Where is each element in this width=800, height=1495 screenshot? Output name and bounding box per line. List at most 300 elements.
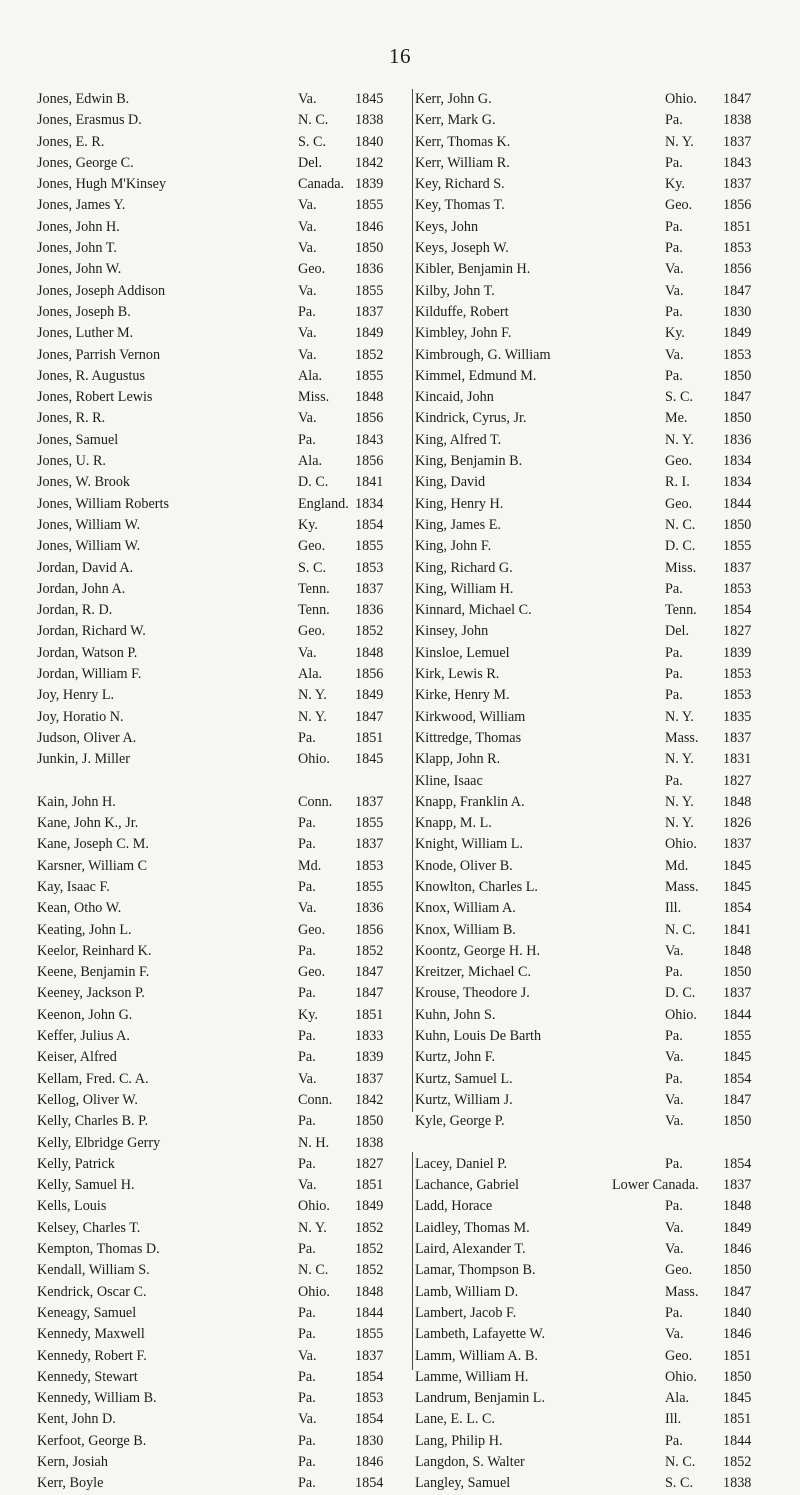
register-entry bbox=[415, 1005, 760, 1026]
entry-place: Pa. bbox=[298, 985, 316, 1002]
entry-name: Jones, Hugh M'Kinsey bbox=[37, 176, 167, 193]
register-entry bbox=[415, 920, 760, 941]
entry-name: Kelly, Elbridge Gerry bbox=[37, 1134, 161, 1151]
entry-year: 1844 bbox=[723, 1006, 752, 1023]
entry-year: 1855 bbox=[355, 538, 384, 555]
entry-year: 1854 bbox=[355, 1411, 384, 1428]
entry-place: Va. bbox=[665, 1326, 684, 1343]
entry-year: 1850 bbox=[723, 516, 752, 533]
entry-place: Ala. bbox=[298, 666, 323, 683]
entry-name: King, Alfred T. bbox=[415, 431, 502, 448]
entry-name: Kurtz, Samuel L. bbox=[415, 1070, 513, 1087]
entry-year: 1855 bbox=[355, 367, 384, 384]
entry-name: Kells, Louis bbox=[37, 1198, 107, 1215]
entry-name: Jones, R. R. bbox=[37, 410, 106, 427]
entry-place: Ala. bbox=[298, 367, 323, 384]
entry-year: 1844 bbox=[723, 495, 752, 512]
entry-name: Kincaid, John bbox=[415, 389, 494, 406]
entry-name: Kline, Isaac bbox=[415, 772, 483, 789]
entry-year: 1851 bbox=[355, 1006, 384, 1023]
entry-place: Pa. bbox=[665, 644, 683, 661]
entry-year: 1851 bbox=[723, 1411, 752, 1428]
entry-place: Mass. bbox=[665, 1283, 699, 1300]
entry-name: Kelly, Samuel H. bbox=[37, 1177, 135, 1194]
entry-year: 1837 bbox=[723, 133, 752, 150]
register-entry bbox=[37, 664, 409, 685]
register-entry bbox=[37, 579, 409, 600]
entry-year: 1853 bbox=[723, 666, 752, 683]
register-entry bbox=[37, 941, 409, 962]
column-divider bbox=[412, 89, 413, 1112]
entry-place: Va. bbox=[665, 942, 684, 959]
entry-place: Pa. bbox=[665, 367, 683, 384]
entry-name: Jones, Edwin B. bbox=[37, 91, 130, 107]
entry-place: Va. bbox=[298, 644, 317, 661]
entry-year: 1856 bbox=[355, 453, 384, 470]
entry-year: 1827 bbox=[723, 772, 752, 789]
register-entry bbox=[37, 408, 409, 429]
register-entry bbox=[37, 472, 409, 493]
entry-place: Va. bbox=[298, 1177, 317, 1194]
register-entry bbox=[37, 1090, 409, 1111]
entry-year: 1837 bbox=[355, 1070, 384, 1087]
entry-year: 1852 bbox=[355, 1241, 384, 1258]
entry-year: 1856 bbox=[723, 261, 752, 278]
entry-name: Junkin, J. Miller bbox=[37, 751, 131, 768]
entry-name: Kendrick, Oscar C. bbox=[37, 1283, 147, 1300]
page-number: 16 bbox=[389, 44, 411, 68]
entry-year: 1842 bbox=[355, 1091, 384, 1108]
entry-name: Kittredge, Thomas bbox=[415, 729, 522, 746]
entry-year: 1851 bbox=[723, 1347, 752, 1364]
register-entry bbox=[415, 430, 760, 451]
entry-name: Kreitzer, Michael C. bbox=[415, 964, 532, 981]
entry-name: Knight, William L. bbox=[415, 836, 523, 853]
entry-place: Ala. bbox=[665, 1390, 690, 1407]
register-entry bbox=[415, 515, 760, 536]
entry-name: Keneagy, Samuel bbox=[37, 1304, 137, 1321]
entry-year: 1837 bbox=[723, 985, 752, 1002]
register-entry bbox=[415, 472, 760, 493]
entry-name: King, Henry H. bbox=[415, 495, 504, 512]
entry-year: 1856 bbox=[355, 666, 384, 683]
register-entry bbox=[37, 621, 409, 642]
entry-year: 1848 bbox=[723, 793, 752, 810]
entry-year: 1837 bbox=[355, 793, 384, 810]
register-entry bbox=[415, 132, 760, 153]
entry-year: 1844 bbox=[723, 1432, 752, 1449]
register-entry bbox=[415, 1069, 760, 1090]
entry-place: Geo. bbox=[298, 964, 326, 981]
entry-name: Jordan, Watson P. bbox=[37, 644, 138, 661]
entry-place: Pa. bbox=[298, 1432, 316, 1449]
entry-name: Jones, George C. bbox=[37, 154, 134, 171]
register-entry bbox=[415, 664, 760, 685]
entry-place: Pa. bbox=[665, 687, 683, 704]
entry-year: 1838 bbox=[723, 1475, 752, 1492]
entry-name: Kimmel, Edmund M. bbox=[415, 367, 537, 384]
entry-year: 1854 bbox=[355, 1475, 384, 1492]
entry-place: Va. bbox=[665, 261, 684, 278]
entry-place: Pa. bbox=[665, 1432, 683, 1449]
register-entry bbox=[37, 174, 409, 195]
entry-year: 1848 bbox=[355, 1283, 384, 1300]
entry-place: Ky. bbox=[298, 1006, 318, 1023]
entry-name: Keffer, Julius A. bbox=[37, 1028, 130, 1045]
register-entry bbox=[37, 685, 409, 706]
entry-year: 1841 bbox=[723, 921, 752, 938]
entry-place: N. C. bbox=[665, 1454, 696, 1470]
entry-name: Kerfoot, George B. bbox=[37, 1432, 147, 1449]
entry-place: Geo. bbox=[665, 495, 693, 512]
entry-name: King, James E. bbox=[415, 516, 501, 533]
register-entry bbox=[37, 707, 409, 728]
entry-name: Kirkwood, William bbox=[415, 708, 526, 725]
entry-place: Ky. bbox=[665, 176, 685, 193]
register-entry bbox=[415, 792, 760, 813]
register-entry bbox=[415, 345, 760, 366]
entry-name: Lachance, Gabriel bbox=[415, 1177, 519, 1194]
entry-year: 1848 bbox=[355, 389, 384, 406]
register-entry bbox=[37, 1260, 409, 1281]
entry-year: 1847 bbox=[723, 1283, 752, 1300]
entry-place: Pa. bbox=[665, 1028, 683, 1045]
entry-place: Pa. bbox=[665, 218, 683, 235]
entry-year: 1855 bbox=[355, 282, 384, 299]
entry-place: Pa. bbox=[298, 1326, 316, 1343]
entry-place: Tenn. bbox=[298, 602, 330, 619]
entry-name: Lambert, Jacob F. bbox=[415, 1304, 517, 1321]
register-entry bbox=[37, 1154, 409, 1175]
entry-name: Keelor, Reinhard K. bbox=[37, 942, 152, 959]
entry-name: Jones, W. Brook bbox=[37, 474, 131, 491]
entry-year: 1854 bbox=[355, 516, 384, 533]
entry-name: Kinsloe, Lemuel bbox=[415, 644, 510, 661]
register-entry bbox=[415, 494, 760, 515]
entry-place: N. Y. bbox=[298, 708, 327, 725]
register-entry bbox=[37, 792, 409, 813]
entry-place: Ohio. bbox=[665, 1006, 697, 1023]
register-entry bbox=[415, 685, 760, 706]
register-entry bbox=[37, 983, 409, 1004]
entry-place: S. C. bbox=[665, 1475, 693, 1492]
entry-place: Pa. bbox=[665, 154, 683, 171]
entry-place: Pa. bbox=[665, 303, 683, 320]
entry-year: 1833 bbox=[355, 1028, 384, 1045]
register-entry bbox=[37, 302, 409, 323]
entry-year: 1845 bbox=[355, 91, 384, 107]
register-entry bbox=[415, 728, 760, 749]
register-entry bbox=[37, 1196, 409, 1217]
entry-name: Jones, Luther M. bbox=[37, 325, 134, 342]
register-entry bbox=[415, 834, 760, 855]
entry-name: Kurtz, William J. bbox=[415, 1091, 513, 1108]
entry-place: Pa. bbox=[298, 1304, 316, 1321]
entry-name: Langdon, S. Walter bbox=[415, 1454, 525, 1470]
register-entry bbox=[37, 728, 409, 749]
register-entry bbox=[415, 771, 760, 792]
entry-place: Pa. bbox=[298, 1390, 316, 1407]
register-entry bbox=[415, 898, 760, 919]
entry-place: Ohio. bbox=[298, 751, 330, 768]
entry-name: Jordan, Richard W. bbox=[37, 623, 146, 640]
register-entry bbox=[37, 494, 409, 515]
entry-place: Pa. bbox=[298, 1028, 316, 1045]
entry-name: Landrum, Benjamin L. bbox=[415, 1390, 546, 1407]
register-entry bbox=[37, 600, 409, 621]
entry-year: 1850 bbox=[723, 964, 752, 981]
entry-year: 1849 bbox=[355, 325, 384, 342]
entry-name: Knox, William A. bbox=[415, 900, 516, 917]
entry-year: 1848 bbox=[355, 644, 384, 661]
register-entry bbox=[37, 451, 409, 472]
register-entry bbox=[415, 1047, 760, 1068]
entry-year: 1856 bbox=[723, 197, 752, 214]
entry-year: 1850 bbox=[355, 1113, 384, 1130]
entry-year: 1850 bbox=[355, 240, 384, 257]
entry-place: Va. bbox=[665, 1091, 684, 1108]
right-column bbox=[415, 89, 760, 1495]
entry-name: Keys, Joseph W. bbox=[415, 240, 509, 257]
entry-year: 1848 bbox=[723, 942, 752, 959]
register-entry bbox=[37, 430, 409, 451]
entry-year: 1827 bbox=[355, 1155, 384, 1172]
entry-name: Laidley, Thomas M. bbox=[415, 1219, 530, 1236]
entry-place: Lower Canada. bbox=[612, 1177, 699, 1194]
entry-name: Jones, Samuel bbox=[37, 431, 119, 448]
entry-name: Kerr, Mark G. bbox=[415, 112, 496, 129]
entry-place: Va. bbox=[298, 240, 317, 257]
entry-name: Kirk, Lewis R. bbox=[415, 666, 500, 683]
register-entry bbox=[415, 408, 760, 429]
register-entry bbox=[415, 89, 760, 110]
entry-year: 1853 bbox=[723, 687, 752, 704]
entry-name: Jones, Erasmus D. bbox=[37, 112, 142, 129]
entry-place: Pa. bbox=[665, 580, 683, 597]
entry-year: 1840 bbox=[355, 133, 384, 150]
entry-place: Geo. bbox=[298, 261, 326, 278]
entry-name: Knowlton, Charles L. bbox=[415, 878, 538, 895]
entry-year: 1855 bbox=[355, 197, 384, 214]
entry-year: 1849 bbox=[723, 325, 752, 342]
entry-place: N. Y. bbox=[665, 793, 694, 810]
entry-name: Jones, John T. bbox=[37, 240, 117, 257]
entry-year: 1839 bbox=[723, 644, 752, 661]
entry-year: 1836 bbox=[355, 900, 384, 917]
entry-year: 1846 bbox=[723, 1326, 752, 1343]
register-entry bbox=[415, 1175, 760, 1196]
entry-year: 1849 bbox=[355, 1198, 384, 1215]
register-entry bbox=[415, 1218, 760, 1239]
register-entry bbox=[37, 153, 409, 174]
entry-place: Md. bbox=[298, 857, 322, 874]
entry-year: 1853 bbox=[723, 580, 752, 597]
register-entry bbox=[415, 643, 760, 664]
entry-year: 1843 bbox=[355, 431, 384, 448]
register-entry bbox=[415, 536, 760, 557]
entry-year: 1839 bbox=[355, 176, 384, 193]
register-entry bbox=[37, 920, 409, 941]
register-entry bbox=[37, 1303, 409, 1324]
register-entry bbox=[37, 1346, 409, 1367]
register-entry bbox=[37, 89, 409, 110]
entry-year: 1855 bbox=[355, 1326, 384, 1343]
entry-place: Pa. bbox=[298, 1475, 316, 1492]
entry-name: Jordan, William F. bbox=[37, 666, 142, 683]
entry-place: N. C. bbox=[298, 1262, 329, 1279]
entry-year: 1855 bbox=[723, 1028, 752, 1045]
entry-name: Kimbrough, G. William bbox=[415, 346, 551, 363]
entry-place: Ill. bbox=[665, 1411, 682, 1428]
entry-name: Kilby, John T. bbox=[415, 282, 495, 299]
entry-place: Pa. bbox=[665, 1304, 683, 1321]
register-entry bbox=[37, 345, 409, 366]
register-entry bbox=[415, 1324, 760, 1345]
register-entry bbox=[415, 813, 760, 834]
register-entry bbox=[415, 217, 760, 238]
entry-place: Ky. bbox=[665, 325, 685, 342]
entry-name: Lamm, William A. B. bbox=[415, 1347, 538, 1364]
entry-year: 1836 bbox=[723, 431, 752, 448]
entry-place: Ohio. bbox=[665, 836, 697, 853]
entry-name: Kern, Josiah bbox=[37, 1454, 108, 1470]
entry-name: Kindrick, Cyrus, Jr. bbox=[415, 410, 527, 427]
entry-year: 1826 bbox=[723, 815, 752, 832]
entry-name: Kerr, Boyle bbox=[37, 1475, 104, 1492]
entry-place: Pa. bbox=[298, 1454, 316, 1470]
entry-name: Jones, U. R. bbox=[37, 453, 106, 470]
entry-place: Geo. bbox=[665, 1347, 693, 1364]
entry-place: Va. bbox=[298, 91, 317, 107]
entry-place: N. Y. bbox=[298, 687, 327, 704]
entry-name: Jordan, R. D. bbox=[37, 602, 113, 619]
entry-place: Va. bbox=[298, 1347, 317, 1364]
entry-year: 1837 bbox=[723, 1177, 752, 1194]
entry-year: 1856 bbox=[355, 921, 384, 938]
register-entry bbox=[415, 1303, 760, 1324]
entry-name: Key, Thomas T. bbox=[415, 197, 505, 214]
entry-year: 1855 bbox=[355, 815, 384, 832]
entry-place: D. C. bbox=[665, 985, 696, 1002]
entry-year: 1851 bbox=[723, 218, 752, 235]
entry-name: Kent, John D. bbox=[37, 1411, 116, 1428]
entry-place: Conn. bbox=[298, 793, 333, 810]
register-entry bbox=[415, 749, 760, 770]
entry-year: 1853 bbox=[355, 559, 384, 576]
register-entry bbox=[37, 898, 409, 919]
entry-name: Kelsey, Charles T. bbox=[37, 1219, 141, 1236]
entry-place: Pa. bbox=[298, 431, 316, 448]
register-entry bbox=[37, 1388, 409, 1409]
entry-year: 1850 bbox=[723, 410, 752, 427]
entry-year: 1852 bbox=[355, 623, 384, 640]
entry-name: King, David bbox=[415, 474, 486, 491]
entry-year: 1837 bbox=[355, 1347, 384, 1364]
entry-place: N. Y. bbox=[665, 708, 694, 725]
entry-year: 1837 bbox=[723, 176, 752, 193]
entry-name: Kinsey, John bbox=[415, 623, 489, 640]
register-entry bbox=[37, 259, 409, 280]
entry-name: Kelly, Charles B. P. bbox=[37, 1113, 148, 1130]
entry-place: S. C. bbox=[298, 559, 326, 576]
entry-name: Kuhn, Louis De Barth bbox=[415, 1028, 542, 1045]
entry-name: Ladd, Horace bbox=[415, 1198, 493, 1215]
entry-name: Jones, Robert Lewis bbox=[37, 389, 153, 406]
register-entry bbox=[37, 749, 409, 770]
entry-year: 1853 bbox=[355, 1390, 384, 1407]
entry-place: England. bbox=[298, 495, 349, 512]
entry-year: 1830 bbox=[355, 1432, 384, 1449]
register-entry bbox=[37, 877, 409, 898]
entry-name: Knox, William B. bbox=[415, 921, 516, 938]
entry-year: 1836 bbox=[355, 602, 384, 619]
entry-place: Va. bbox=[298, 1411, 317, 1428]
entry-name: Jones, John H. bbox=[37, 218, 120, 235]
entry-place: Me. bbox=[665, 410, 688, 427]
register-entry bbox=[415, 1409, 760, 1430]
entry-year: 1850 bbox=[723, 1113, 752, 1130]
entry-year: 1845 bbox=[355, 751, 384, 768]
entry-place: Pa. bbox=[298, 1049, 316, 1066]
entry-name: Jones, E. R. bbox=[37, 133, 105, 150]
entry-name: Jones, James Y. bbox=[37, 197, 126, 214]
entry-year: 1854 bbox=[723, 602, 752, 619]
register-entry bbox=[415, 877, 760, 898]
entry-place: N. Y. bbox=[665, 431, 694, 448]
entry-year: 1855 bbox=[723, 538, 752, 555]
entry-place: Tenn. bbox=[298, 580, 330, 597]
entry-name: Kennedy, Robert F. bbox=[37, 1347, 147, 1364]
entry-place: Pa. bbox=[298, 815, 316, 832]
entry-year: 1847 bbox=[723, 389, 752, 406]
entry-name: Keeney, Jackson P. bbox=[37, 985, 145, 1002]
left-column bbox=[37, 89, 409, 1495]
entry-year: 1847 bbox=[723, 282, 752, 299]
register-entry bbox=[37, 132, 409, 153]
entry-year: 1850 bbox=[723, 1368, 752, 1385]
entry-name: Knapp, Franklin A. bbox=[415, 793, 525, 810]
entry-name: Langley, Samuel bbox=[415, 1475, 511, 1492]
entry-year: 1835 bbox=[723, 708, 752, 725]
entry-place: Va. bbox=[298, 900, 317, 917]
entry-name: Kempton, Thomas D. bbox=[37, 1241, 160, 1258]
entry-year: 1847 bbox=[723, 91, 752, 107]
entry-place: Pa. bbox=[665, 1155, 683, 1172]
entry-year: 1851 bbox=[355, 729, 384, 746]
entry-place: N. Y. bbox=[665, 751, 694, 768]
entry-year: 1827 bbox=[723, 623, 752, 640]
entry-name: Kennedy, Maxwell bbox=[37, 1326, 145, 1343]
column-divider-lower bbox=[412, 1152, 413, 1370]
entry-year: 1845 bbox=[723, 878, 752, 895]
entry-name: King, William H. bbox=[415, 580, 514, 597]
entry-name: King, Richard G. bbox=[415, 559, 513, 576]
entry-place: Md. bbox=[665, 857, 689, 874]
register-entry bbox=[37, 536, 409, 557]
register-entry bbox=[37, 1175, 409, 1196]
entry-place: Pa. bbox=[298, 836, 316, 853]
entry-name: Jones, William W. bbox=[37, 538, 141, 555]
entry-name: Kain, John H. bbox=[37, 793, 116, 810]
entry-place: Geo. bbox=[665, 197, 693, 214]
entry-name: Key, Richard S. bbox=[415, 176, 505, 193]
entry-place: Va. bbox=[665, 282, 684, 299]
register-entry bbox=[37, 856, 409, 877]
entry-place: Miss. bbox=[298, 389, 330, 406]
entry-place: Ky. bbox=[298, 516, 318, 533]
register-entry bbox=[415, 1452, 760, 1473]
entry-year: 1838 bbox=[723, 112, 752, 129]
